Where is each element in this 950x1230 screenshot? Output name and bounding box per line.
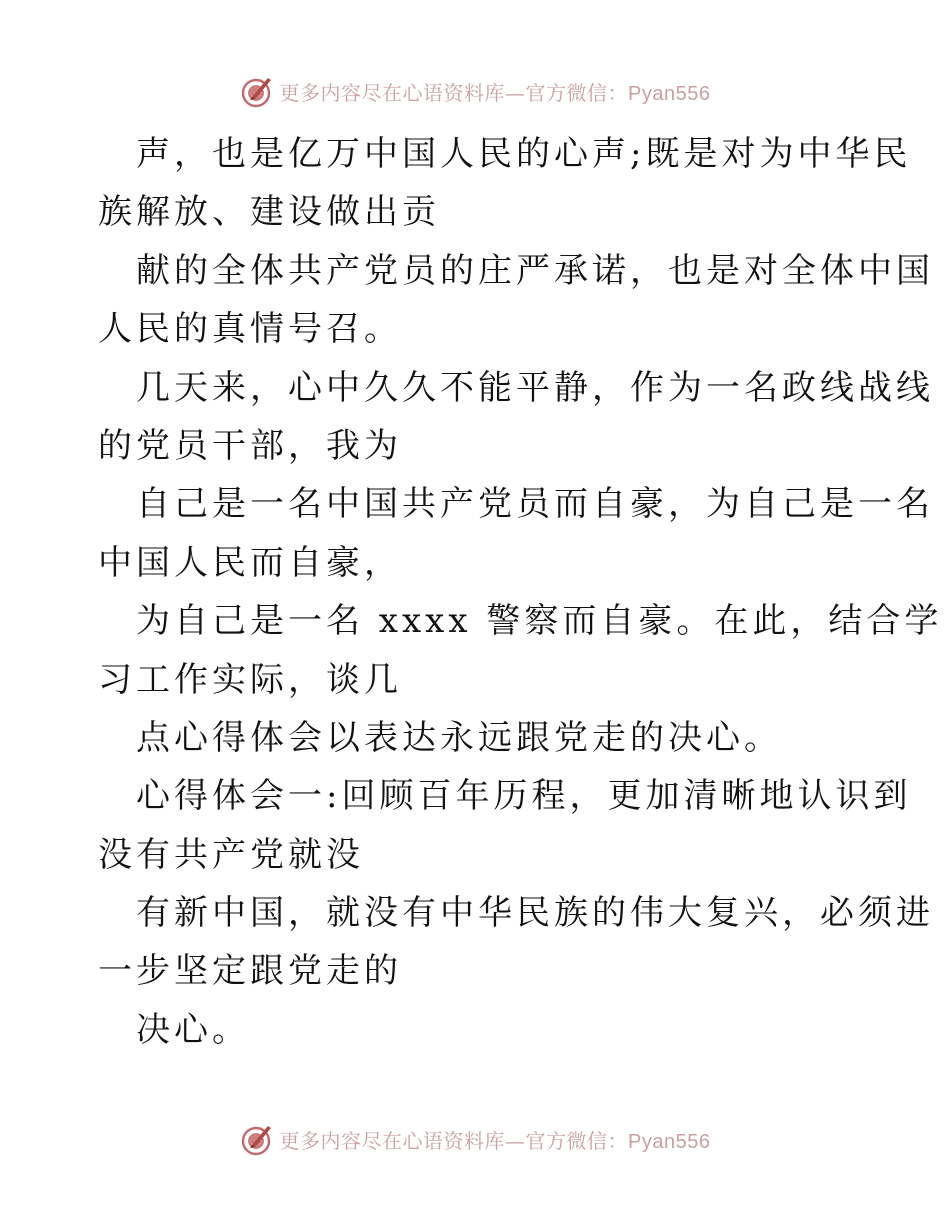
paragraph-line: 没有共产党就没: [98, 834, 364, 875]
watermark-label: 更多内容尽在心语资料库—官方微信：: [279, 1128, 629, 1153]
paragraph-line: 声，也是亿万中国人民的心声;既是对为中华民: [136, 134, 912, 174]
document-body: [98, 125, 943, 1059]
watermark-label: 更多内容尽在心语资料库—官方微信：: [279, 80, 629, 105]
paragraph-line: 几天来，心中久久不能平静，作为一名政线战线: [136, 367, 934, 408]
watermark-wechat-id: Pyan556: [628, 1130, 711, 1153]
paragraph-line: 献的全体共产党员的庄严承诺，也是对全体中国: [136, 250, 934, 291]
paragraph-line: 习工作实际，谈几: [98, 659, 402, 700]
paragraph-line: 中国人民而自豪，: [98, 542, 402, 583]
quill-logo-icon: [240, 74, 274, 108]
watermark-text: [280, 1125, 711, 1154]
paragraph-line: 有新中国，就没有中华民族的伟大复兴，必须进: [136, 893, 934, 934]
paragraph-line: 一步坚定跟党走的: [98, 951, 402, 992]
paragraph-line: 族解放、建设做出贡: [98, 192, 440, 233]
paragraph-line: 点心得体会以表达永远跟党走的决心。: [136, 717, 782, 758]
paragraph-line: 自己是一名中国共产党员而自豪，为自己是一名: [136, 484, 934, 525]
watermark-text: [280, 77, 711, 106]
paragraph-line: 人民的真情号召。: [98, 309, 402, 350]
paragraph-line: 为自己是一名 xxxx 警察而自豪。在此，结合学: [136, 601, 943, 642]
watermark-wechat-id: Pyan556: [628, 82, 711, 105]
paragraph-line: 心得体会一:回顾百年历程，更加清晰地认识到: [136, 776, 912, 817]
header-watermark: [0, 71, 950, 111]
paragraph-line: 的党员干部，我为: [98, 425, 402, 466]
footer-watermark: [0, 1119, 950, 1159]
quill-logo-icon: [240, 1122, 274, 1156]
paragraph-line: 决心。: [136, 1009, 250, 1050]
